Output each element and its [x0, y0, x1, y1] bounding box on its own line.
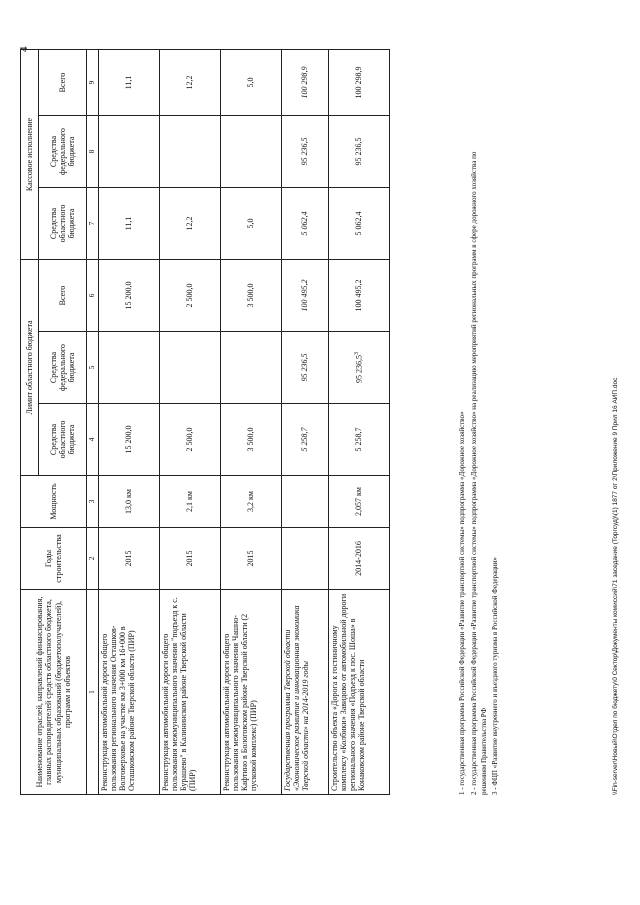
row-limit-regional: 5 258,7: [328, 404, 389, 476]
row-limit-total: 15 200,0: [98, 260, 159, 332]
row-name: Реконструкция автомобильной дороги общего пользования межмуниципального значения Чашно-Кафтино в Бологовском районе Тверской области (2 пусковой комплекс) (ПИР): [220, 590, 281, 795]
footnote-2: 2 - государственная программа Российской Федерации «Развитие транспортной системы» подпрограмма «Дорожное хозяйство» на реализацию мероприятий региональных программ в сфере дорожного хозяйства по: [470, 151, 478, 795]
row-limit-total: 100 495,2: [328, 260, 389, 332]
row-limit-regional: 3 500,0: [220, 404, 281, 476]
header-years: Годы строительства: [21, 528, 87, 590]
row-cash-federal: [159, 116, 220, 188]
header-cash-group: Кассовое исполнение: [21, 50, 39, 260]
header-limit-group: Лимит областного бюджета: [21, 260, 39, 476]
header-limit-regional: Средства областного бюджета: [39, 404, 87, 476]
col-number: 7: [87, 188, 99, 260]
row-limit-regional: 15 200,0: [98, 404, 159, 476]
footnote-2-continued: решениям Правительства РФ: [480, 707, 488, 795]
col-number: 6: [87, 260, 99, 332]
row-limit-total: 2 500,0: [159, 260, 220, 332]
page-number: 4: [18, 46, 30, 52]
row-capacity: 2,1 км: [159, 476, 220, 528]
row-limit-federal-cell: [328, 332, 389, 404]
row-cash-total: 11,1: [98, 50, 159, 116]
row-limit-total: 100 495,2: [281, 260, 328, 332]
row-name: Государственная программа Тверской области «Экономическое развитие и инновационная экономика Тверской области» на 2014-2019 годы: [281, 590, 328, 795]
row-limit-federal: 95 236,5: [281, 332, 328, 404]
col-number: 8: [87, 116, 99, 188]
row-name: Реконструкция автомобильной дороги общего пользования регионального значения Осташков-Волговерховье на участке км 3+000 км 16+000 в Осташковском районе Тверской области (ПИР): [98, 590, 159, 795]
header-cash-regional: Средства областного бюджета: [39, 188, 87, 260]
header-limit-federal: Средства федерального бюджета: [39, 332, 87, 404]
col-number: 9: [87, 50, 99, 116]
row-name: Реконструкция автомобильной дороги общего пользования межмуниципального значения "подъезд к с. Бурашево" в Калининском районе Тверской области (ПИР): [159, 590, 220, 795]
row-cash-federal: [98, 116, 159, 188]
row-cash-regional: 5 062,4: [281, 188, 328, 260]
row-limit-federal: 95 236,5: [354, 355, 364, 383]
table-row: [159, 50, 220, 795]
col-number: 4: [87, 404, 99, 476]
row-limit-regional: 5 258,7: [281, 404, 328, 476]
row-cash-regional: 12,2: [159, 188, 220, 260]
col-number: 1: [87, 590, 99, 795]
header-capacity: Мощность: [21, 476, 87, 528]
row-cash-total: 100 298,9: [281, 50, 328, 116]
file-path: \\Fin-server\Новый\Отдел по бюджету\0 Сектор\Документы комиссий\71 заседание (Торгсуд)\(1) 1877 от 2\Приложение 9 Прил 16 АИП.doc: [612, 377, 619, 795]
row-years: 2015: [98, 528, 159, 590]
col-number: 5: [87, 332, 99, 404]
table-row: [98, 50, 159, 795]
row-cash-federal: 95 236,5: [328, 116, 389, 188]
row-limit-federal: [220, 332, 281, 404]
row-limit-regional: 2 500,0: [159, 404, 220, 476]
table-row: [328, 50, 389, 795]
row-years: [281, 528, 328, 590]
header-name: Наименование отраслей, направлений финансирования, главных распорядителей средств областного бюджета, муниципальных образований (бюджетополучателей), программ и объектов: [21, 590, 87, 795]
row-capacity: 2,057 км: [328, 476, 389, 528]
row-cash-federal: 95 236,5: [281, 116, 328, 188]
col-number: 2: [87, 528, 99, 590]
col-number: 3: [87, 476, 99, 528]
header-cash-total: Всего: [39, 50, 87, 116]
row-limit-federal: [98, 332, 159, 404]
row-limit-total: 3 500,0: [220, 260, 281, 332]
row-capacity: 13,0 км: [98, 476, 159, 528]
row-years: 2014-2016: [328, 528, 389, 590]
row-limit-federal: [159, 332, 220, 404]
row-cash-regional: 5,0: [220, 188, 281, 260]
row-cash-total: 12,2: [159, 50, 220, 116]
header-limit-total: Всего: [39, 260, 87, 332]
footnote-3: 3 - ФЦП «Развитие внутреннего и въездного туризма в Российской Федерации»: [491, 557, 499, 795]
row-capacity: [281, 476, 328, 528]
row-cash-regional: 5 062,4: [328, 188, 389, 260]
table-row: [220, 50, 281, 795]
investment-table: [18, 46, 390, 795]
row-name: Строительство объекта «Дорога к гостиничному комплексу «Колбики» Завидово от автомобильной дороги регионального значения «Подъезд к пос. Шоша» в Конаковском районе Тверской области: [328, 590, 389, 795]
footnote-1: 1 - государственная программа Российской Федерации «Развитие транспортной системы» подпрограмма «Дорожное хозяйство»: [458, 411, 466, 795]
row-years: 2015: [159, 528, 220, 590]
footnote-marker: 3: [354, 352, 361, 355]
table-row-program-total: [281, 50, 328, 795]
row-capacity: 3,2 км: [220, 476, 281, 528]
row-cash-total: 5,0: [220, 50, 281, 116]
header-cash-federal: Средства федерального бюджета: [39, 116, 87, 188]
row-cash-total: 100 298,9: [328, 50, 389, 116]
row-years: 2015: [220, 528, 281, 590]
row-cash-regional: 11,1: [98, 188, 159, 260]
row-cash-federal: [220, 116, 281, 188]
